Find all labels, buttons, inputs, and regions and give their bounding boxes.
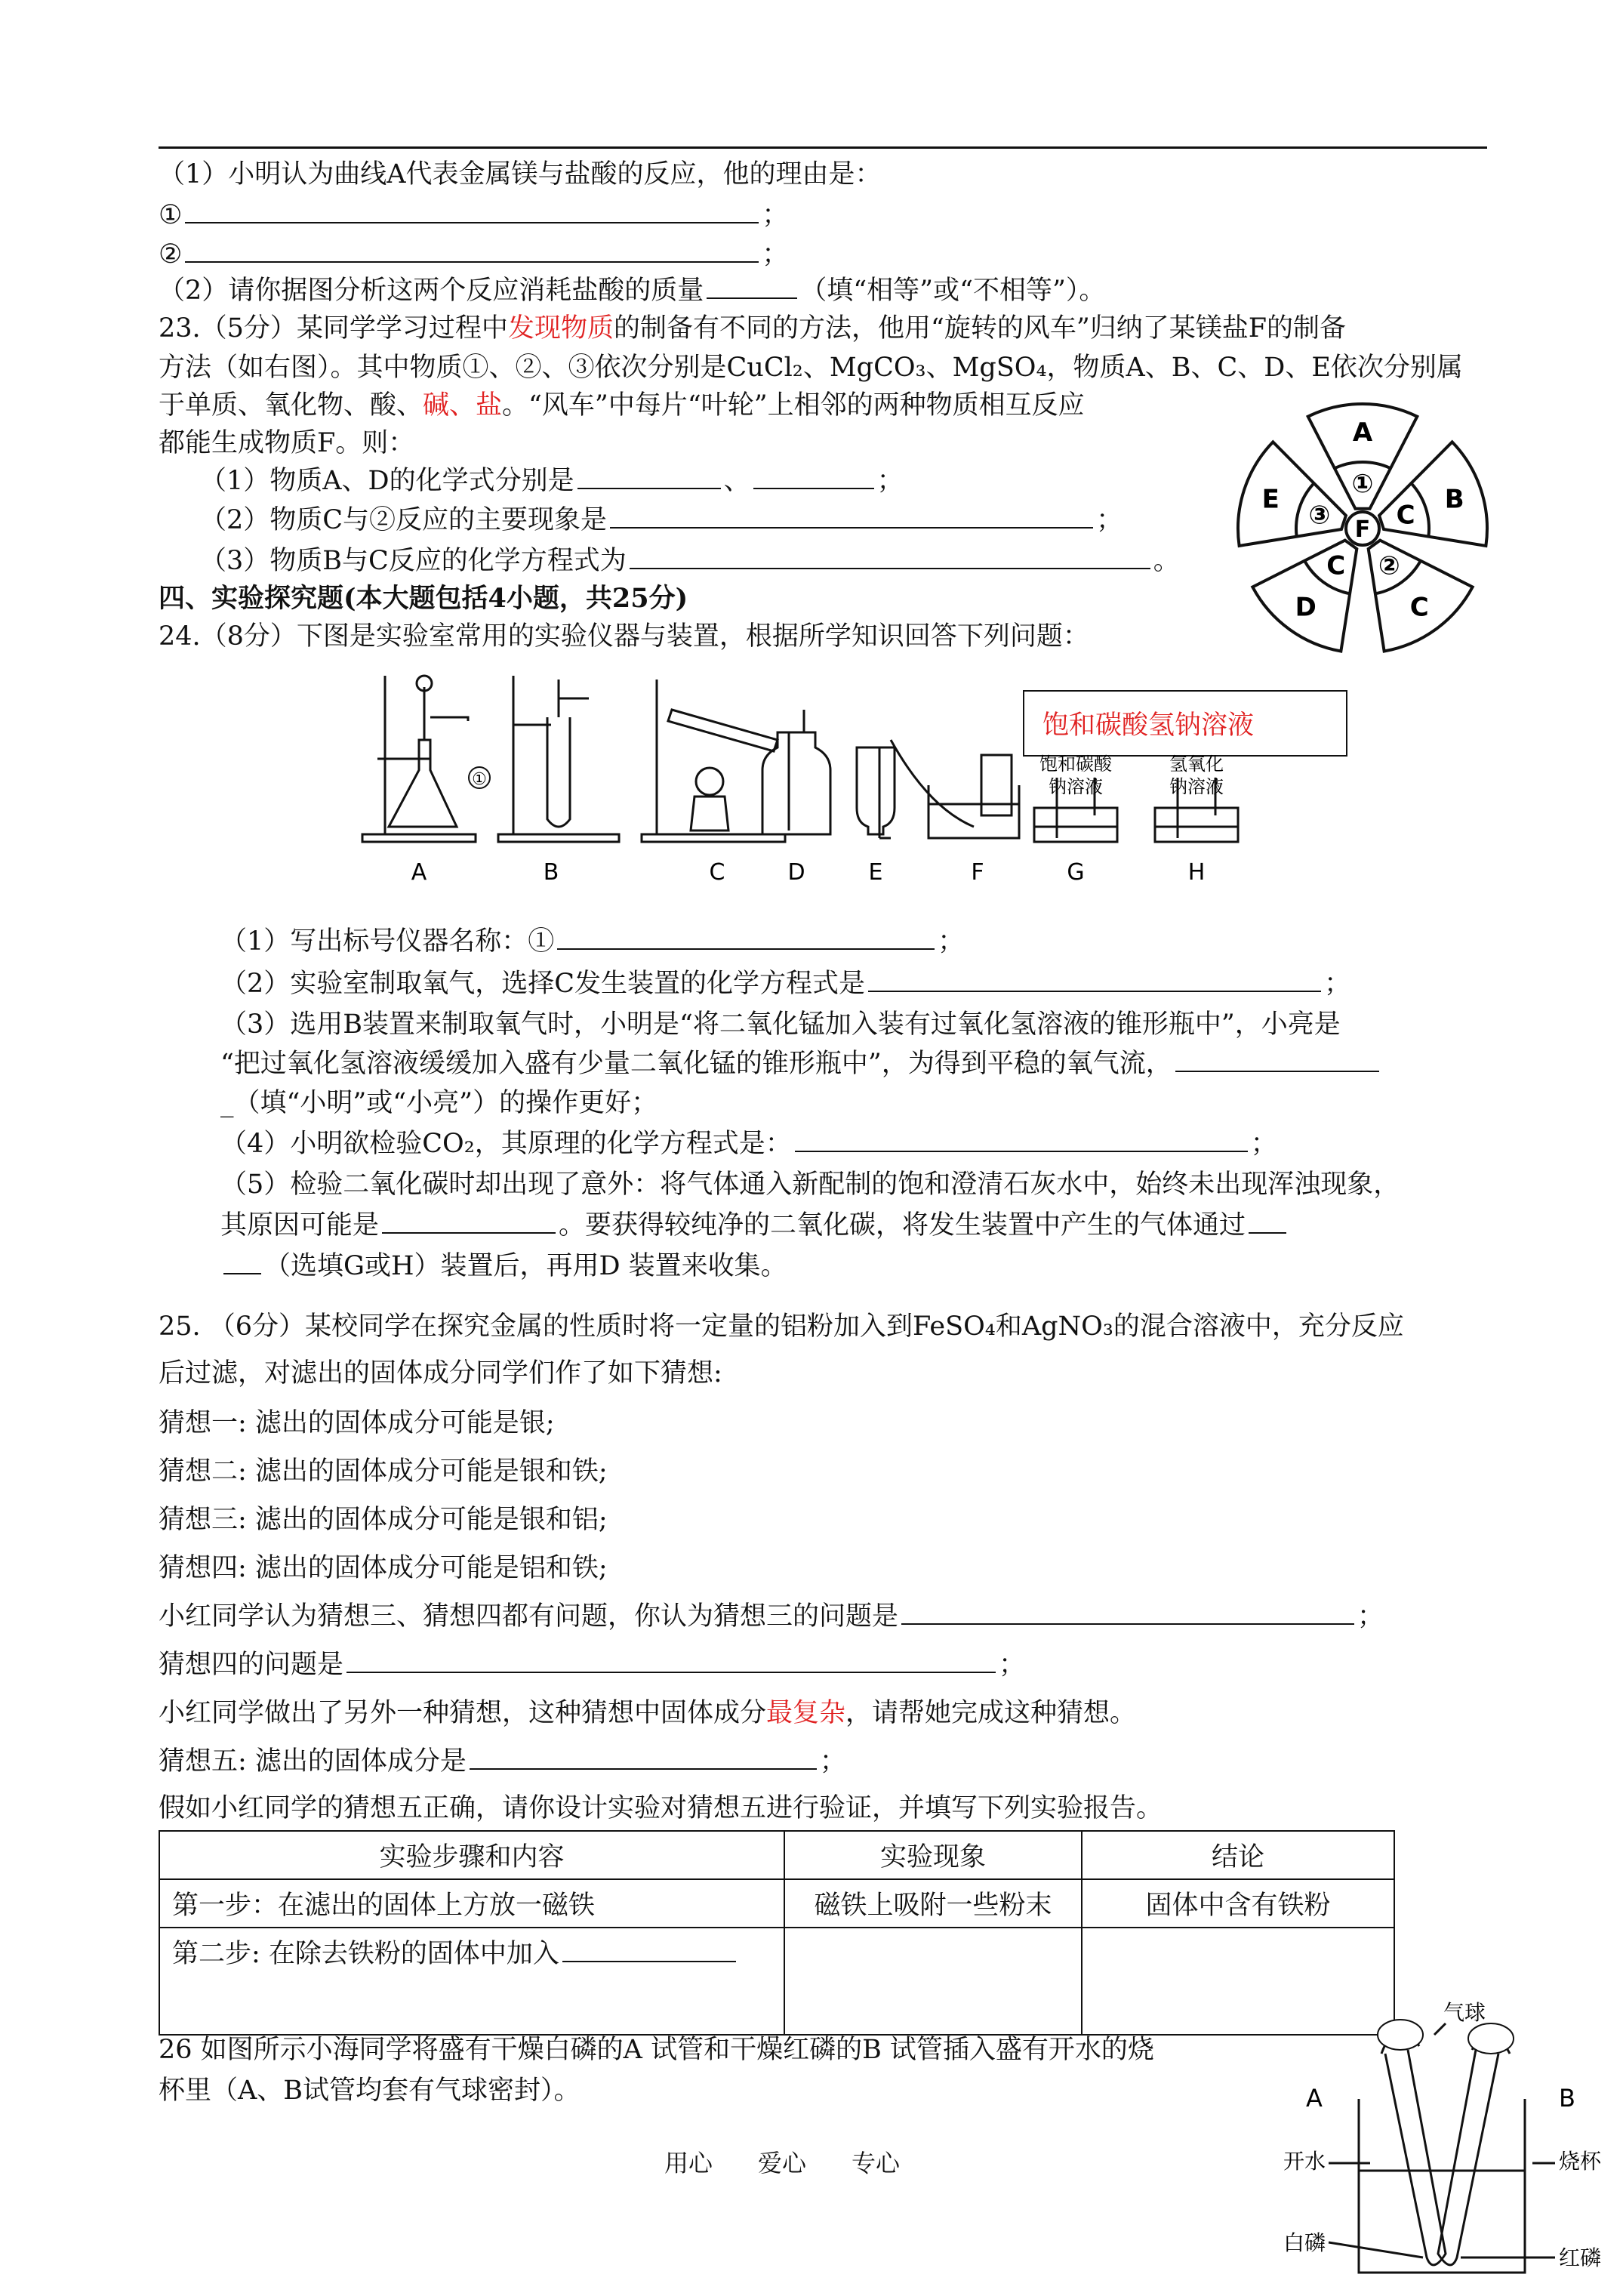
answer-blank[interactable]	[577, 462, 721, 489]
q23-sub3: （3）物质B与C反应的化学方程式为 。	[200, 542, 1180, 580]
q25-line2: 后过滤，对滤出的固体成分同学们作了如下猜想:	[159, 1358, 722, 1388]
g-solution-label-2: 钠溶液	[1049, 776, 1103, 797]
q23-line3: 于单质、氧化物、酸、碱、盐。“风车”中每片“叶轮”上相邻的两种物质相互反应	[159, 390, 1085, 421]
windmill-inner-label: ③	[1308, 500, 1331, 531]
answer-blank[interactable]	[470, 1743, 817, 1770]
q23-line1: 23.（5分）某同学学习过程中发现物质的制备有不同的方法，他用“旋转的风车”归纳了某镁盐F的制备	[159, 313, 1347, 344]
q26-line2: 杯里（A、B试管均套有气球密封）。	[159, 2076, 581, 2106]
apparatus-label: G	[1067, 859, 1085, 886]
h-solution-label-2: 钠溶液	[1169, 776, 1224, 797]
windmill-inner-label: C	[1396, 500, 1415, 531]
apparatus-label: E	[868, 859, 883, 886]
answer-blank[interactable]	[753, 462, 874, 489]
table-header: 实验现象	[784, 1831, 1082, 1879]
windmill-outer-label: D	[1295, 592, 1317, 623]
q24-sub5b: 其原因可能是 。要获得较纯净的二氧化碳，将发生装置中产生的气体通过	[220, 1207, 1289, 1244]
q24-sub1: （1）写出标号仪器名称：① ；	[220, 923, 964, 960]
table-header-row	[159, 1831, 1394, 1879]
answer-blank[interactable]	[562, 1935, 736, 1962]
q25-line9: 小红同学做出了另外一种猜想，这种猜想中固体成分最复杂，请帮她完成这种猜想。	[159, 1698, 1137, 1728]
windmill-diagram	[1223, 393, 1502, 664]
q24-sub3b: “把过氧化氢溶液缓缓加入盛有少量二氧化锰的锥形瓶中”，为得到平稳的氧气流，	[220, 1045, 1382, 1083]
q25-guess2: 猜想二: 滤出的固体成分可能是银和铁;	[159, 1456, 608, 1487]
balloon-label: 气球	[1443, 2000, 1486, 2025]
water-label: 开水	[1283, 2149, 1326, 2174]
answer-blank[interactable]	[346, 1646, 996, 1673]
windmill-inner-label: ①	[1351, 469, 1374, 499]
windmill-inner-label: C	[1326, 550, 1346, 581]
apparatus-label: F	[971, 859, 984, 886]
answer-blank[interactable]	[795, 1125, 1248, 1152]
annotation-box: 饱和碳酸氢钠溶液	[1023, 690, 1347, 757]
section-4-title: 四、实验探究题(本大题包括4小题，共25分)	[159, 583, 688, 614]
q24-intro: 24.（8分）下图是实验室常用的实验仪器与装置，根据所学知识回答下列问题：	[159, 621, 1089, 652]
table-header: 结论	[1082, 1831, 1394, 1879]
apparatus-ring-label: ①	[472, 770, 487, 789]
windmill-outer-label: A	[1352, 418, 1373, 448]
q23-sub2: （2）物质C与②反应的主要现象是 ；	[200, 501, 1123, 539]
answer-blank[interactable]	[1175, 1045, 1379, 1072]
q22-part1: （1）小明认为曲线A代表金属镁与盐酸的反应，他的理由是：	[159, 159, 882, 190]
table-cell[interactable]	[784, 1928, 1082, 2035]
g-solution-label-1: 饱和碳酸	[1039, 754, 1112, 775]
q22-reason-1: ① ；	[159, 196, 788, 234]
q24-sub4: （4）小明欲检验CO₂，其原理的化学方程式是： ；	[220, 1125, 1277, 1163]
beaker-figure	[1283, 1993, 1615, 2295]
q25-line11: 假如小红同学的猜想五正确，请你设计实验对猜想五进行验证，并填写下列实验报告。	[159, 1793, 1163, 1823]
answer-blank[interactable]	[185, 196, 759, 223]
q23-line2: 方法（如右图）。其中物质①、②、③依次分别是CuCl₂、MgCO₃、MgSO₄，物质A、B、C、D、E依次分别属	[159, 353, 1463, 383]
table-header: 实验步骤和内容	[159, 1831, 784, 1879]
q24-sub5a: （5）检验二氧化碳时却出现了意外：将气体通入新配制的饱和澄清石灰水中，始终未出现浑浊现象，	[220, 1170, 1400, 1200]
table-cell: 第一步：在滤出的固体上方放一磁铁	[159, 1879, 784, 1928]
white-phosphorus-label: 白磷	[1283, 2230, 1326, 2255]
q22-reason-2: ② ；	[159, 236, 788, 273]
q24-sub2: （2）实验室制取氧气，选择C发生装置的化学方程式是 ；	[220, 965, 1350, 1003]
header-rule	[159, 146, 1487, 149]
apparatus-label: B	[543, 859, 559, 886]
answer-blank[interactable]	[185, 236, 759, 263]
h-solution-label-1: 氢氧化	[1169, 754, 1224, 775]
answer-blank[interactable]	[223, 1247, 261, 1274]
apparatus-label: H	[1187, 859, 1206, 886]
q24-sub5c: （选填G或H）装置后，再用D 装置来收集。	[220, 1247, 787, 1285]
q25-guess1: 猜想一: 滤出的固体成分可能是银;	[159, 1408, 555, 1438]
tube-b-label: B	[1559, 2084, 1575, 2113]
table-cell: 磁铁上吸附一些粉末	[784, 1879, 1082, 1928]
answer-blank[interactable]	[707, 272, 797, 299]
apparatus-label: C	[709, 859, 725, 886]
beaker-label: 烧杯	[1559, 2149, 1602, 2174]
answer-blank[interactable]	[630, 542, 1150, 569]
q25-guess4: 猜想四: 滤出的固体成分可能是铝和铁;	[159, 1553, 608, 1583]
q24-sub3c: _（填“小明”或“小亮”）的操作更好；	[220, 1088, 658, 1118]
red-phosphorus-label: 红磷	[1559, 2245, 1602, 2270]
answer-blank[interactable]	[1249, 1207, 1286, 1234]
tube-a-label: A	[1306, 2084, 1323, 2113]
answer-blank[interactable]	[557, 923, 935, 950]
table-cell[interactable]: 第二步: 在除去铁粉的固体中加入	[159, 1928, 784, 2035]
q24-sub3a: （3）选用B装置来制取氧气时，小明是“将二氧化锰加入装有过氧化氢溶液的锥形瓶中”，小亮是	[220, 1009, 1341, 1040]
windmill-center-label: F	[1354, 516, 1371, 543]
q23-sub1: （1）物质A、D的化学式分别是 、 ；	[200, 462, 904, 500]
q25-line8: 猜想四的问题是 ；	[159, 1646, 1025, 1684]
q25-line1: 25. （6分）某校同学在探究金属的性质时将一定量的铝粉加入到FeSO₄和AgNO₃的混合溶液中，充分反应	[159, 1311, 1404, 1342]
q22-part2: （2）请你据图分析这两个反应消耗盐酸的质量 （填“相等”或“不相等”）。	[159, 272, 1105, 310]
answer-blank[interactable]	[382, 1207, 556, 1234]
windmill-outer-label: C	[1409, 592, 1429, 623]
apparatus-label: D	[787, 859, 805, 886]
q25-guess3: 猜想三: 滤出的固体成分可能是银和铝;	[159, 1505, 608, 1535]
q25-line10: 猜想五: 滤出的固体成分是 ；	[159, 1743, 846, 1780]
apparatus-label: A	[411, 859, 427, 886]
windmill-outer-label: B	[1444, 484, 1464, 515]
table-row	[159, 1928, 1394, 2035]
windmill-outer-label: E	[1261, 484, 1280, 515]
q26-line1: 26 如图所示小海同学将盛有干燥白磷的A 试管和干燥红磷的B 试管插入盛有开水的烧	[159, 2035, 1154, 2065]
page-footer: 用心 爱心 专心	[664, 2149, 901, 2177]
apparatus-figure	[355, 664, 1366, 891]
table-row	[159, 1879, 1394, 1928]
answer-blank[interactable]	[868, 965, 1321, 992]
experiment-report-table	[159, 1830, 1395, 2036]
q25-line7: 小红同学认为猜想三、猜想四都有问题，你认为猜想三的问题是 ；	[159, 1598, 1384, 1635]
answer-blank[interactable]	[901, 1598, 1354, 1625]
q23-line4: 都能生成物质F。则：	[159, 428, 415, 458]
answer-blank[interactable]	[610, 501, 1093, 529]
windmill-inner-label: ②	[1378, 550, 1400, 581]
table-cell: 固体中含有铁粉	[1082, 1879, 1394, 1928]
